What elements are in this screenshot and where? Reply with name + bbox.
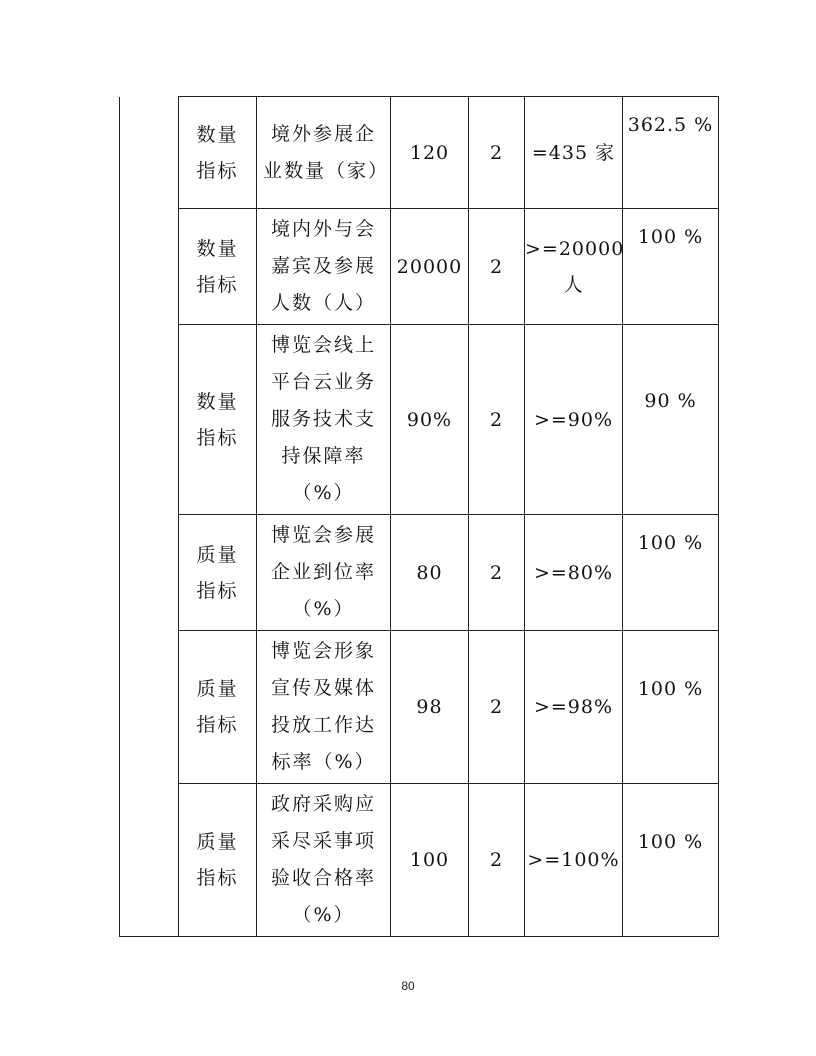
- weight-cell: 2: [469, 325, 525, 515]
- completion-value-cell: 90 %: [623, 325, 719, 515]
- completion-value-cell: 100 %: [623, 784, 719, 937]
- weight-cell: 2: [469, 631, 525, 784]
- annual-value-cell: 80: [391, 515, 469, 631]
- annual-value-cell: 120: [391, 97, 469, 209]
- indicator-type-cell: 质量 指标: [179, 631, 257, 784]
- indicator-type-cell: 质量 指标: [179, 784, 257, 937]
- table-row: [120, 97, 719, 209]
- target-value-cell: =435 家: [525, 97, 623, 209]
- indicator-name-cell: 博览会形象宣传及媒体投放工作达标率（%）: [257, 631, 391, 784]
- indicator-type-cell: 数量 指标: [179, 97, 257, 209]
- completion-value-cell: 100 %: [623, 515, 719, 631]
- table-row: [120, 784, 719, 937]
- indicator-name-cell: 博览会线上平台云业务服务技术支持保障率（%）: [257, 325, 391, 515]
- annual-value-cell: 90%: [391, 325, 469, 515]
- page-number: 80: [401, 979, 415, 993]
- indicator-type-cell: 数量 指标: [179, 325, 257, 515]
- indicator-name-cell: 境外参展企业数量（家）: [257, 97, 391, 209]
- indicator-type-cell: 质量 指标: [179, 515, 257, 631]
- target-value-cell: >=20000人: [525, 209, 623, 325]
- performance-indicator-table: [119, 96, 719, 937]
- completion-value-cell: 100 %: [623, 631, 719, 784]
- target-value-cell: >=98%: [525, 631, 623, 784]
- target-value-cell: >=100%: [525, 784, 623, 937]
- annual-value-cell: 100: [391, 784, 469, 937]
- indicator-name-cell: 政府采购应采尽采事项验收合格率（%）: [257, 784, 391, 937]
- table-row: [120, 325, 719, 515]
- indicator-name-cell: 博览会参展企业到位率（%）: [257, 515, 391, 631]
- completion-value-cell: 100 %: [623, 209, 719, 325]
- target-value-cell: >=80%: [525, 515, 623, 631]
- indicator-type-cell: 数量 指标: [179, 209, 257, 325]
- completion-value-cell: 362.5 %: [623, 97, 719, 209]
- annual-value-cell: 98: [391, 631, 469, 784]
- merged-category-cell: [120, 97, 179, 937]
- annual-value-cell: 20000: [391, 209, 469, 325]
- table-row: [120, 209, 719, 325]
- table-row: [120, 515, 719, 631]
- weight-cell: 2: [469, 515, 525, 631]
- weight-cell: 2: [469, 97, 525, 209]
- weight-cell: 2: [469, 784, 525, 937]
- weight-cell: 2: [469, 209, 525, 325]
- indicator-name-cell: 境内外与会嘉宾及参展人数（人）: [257, 209, 391, 325]
- table-row: [120, 631, 719, 784]
- target-value-cell: >=90%: [525, 325, 623, 515]
